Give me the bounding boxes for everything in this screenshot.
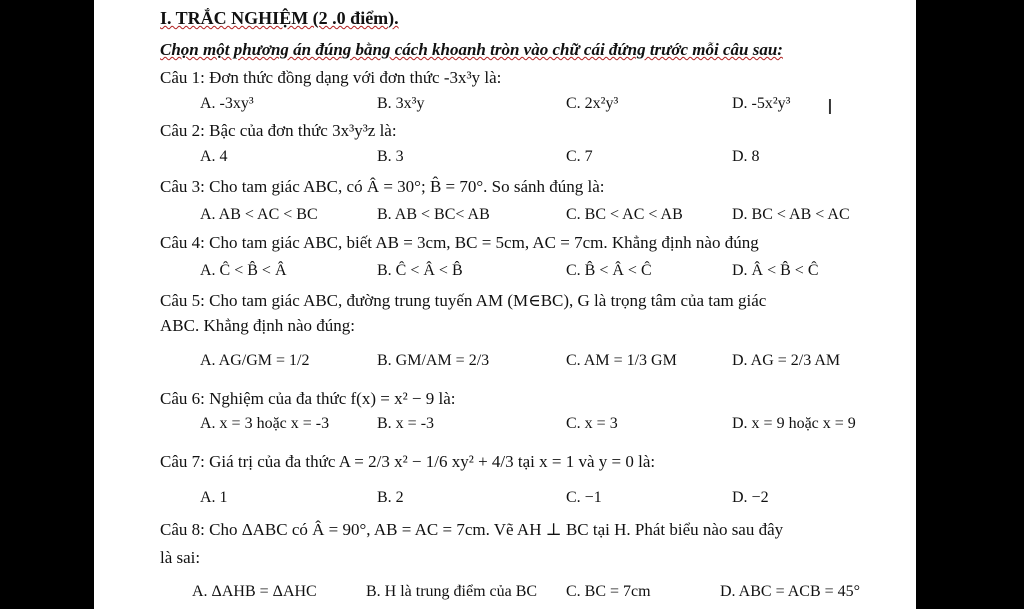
- question-4-option-a[interactable]: A. Ĉ < B̂ < Â: [200, 262, 287, 279]
- question-8-stem: Câu 8: Cho ΔABC có Â = 90°, AB = AC = 7cm. Vẽ AH ⊥ BC tại H. Phát biểu nào sau đây: [160, 520, 784, 539]
- question-6-stem: Câu 6: Nghiệm của đa thức f(x) = x² − 9 là:: [160, 389, 456, 408]
- question-5-option-a[interactable]: A. AG/GM = 1/2: [200, 352, 310, 369]
- question-8-option-b[interactable]: B. H là trung điểm của BC: [366, 583, 538, 600]
- question-2-option-a[interactable]: A. 4: [200, 148, 228, 165]
- question-7-option-d[interactable]: D. −2: [732, 489, 769, 506]
- question-5-stem: Câu 5: Cho tam giác ABC, đường trung tuyến AM (M∈BC), G là trọng tâm của tam giác: [160, 291, 767, 310]
- question-7-option-a[interactable]: A. 1: [200, 489, 228, 506]
- question-4-option-b[interactable]: B. Ĉ < Â < B̂: [377, 262, 463, 279]
- question-3-option-a[interactable]: A. AB < AC < BC: [200, 206, 318, 223]
- question-5-option-b[interactable]: B. GM/AM = 2/3: [377, 352, 490, 369]
- question-3-stem: Câu 3: Cho tam giác ABC, có Â = 30°; B̂ = 70°. So sánh đúng là:: [160, 177, 605, 196]
- question-3-option-b[interactable]: B. AB < BC< AB: [377, 206, 490, 223]
- question-8-option-a[interactable]: A. ΔAHB = ΔAHC: [192, 583, 317, 600]
- question-7-stem: Câu 7: Giá trị của đa thức A = 2/3 x² − 1/6 xy² + 4/3 tại x = 1 và y = 0 là:: [160, 452, 656, 471]
- question-2-stem: Câu 2: Bậc của đơn thức 3x³y³z là:: [160, 121, 397, 140]
- question-1-option-c[interactable]: C. 2x²y³: [566, 95, 619, 112]
- question-1-option-b[interactable]: B. 3x³y: [377, 95, 425, 112]
- question-4-option-c[interactable]: C. B̂ < Â < Ĉ: [566, 262, 652, 279]
- question-5-option-c[interactable]: C. AM = 1/3 GM: [566, 352, 677, 369]
- question-6-option-a[interactable]: A. x = 3 hoặc x = -3: [200, 415, 330, 432]
- question-6-option-d[interactable]: D. x = 9 hoặc x = 9: [732, 415, 856, 432]
- instruction: Chọn một phương án đúng bằng cách khoanh tròn vào chữ cái đứng trước mỗi câu sau:: [160, 40, 783, 59]
- question-6-option-b[interactable]: B. x = -3: [377, 415, 435, 432]
- question-2-option-d[interactable]: D. 8: [732, 148, 760, 165]
- document-page: [94, 0, 916, 609]
- text-cursor-icon: I: [827, 95, 833, 119]
- question-4-stem: Câu 4: Cho tam giác ABC, biết AB = 3cm, BC = 5cm, AC = 7cm. Khẳng định nào đúng: [160, 233, 759, 252]
- question-5-option-d[interactable]: D. AG = 2/3 AM: [732, 352, 841, 369]
- question-8-option-d[interactable]: D. ABC = ACB = 45°: [720, 583, 861, 600]
- question-2-option-b[interactable]: B. 3: [377, 148, 404, 165]
- question-4-option-d[interactable]: D. Â < B̂ < Ĉ: [732, 262, 819, 279]
- question-1-option-d[interactable]: D. -5x²y³: [732, 95, 791, 112]
- question-2-option-c[interactable]: C. 7: [566, 148, 593, 165]
- question-7-option-c[interactable]: C. −1: [566, 489, 602, 506]
- question-3-option-d[interactable]: D. BC < AB < AC: [732, 206, 850, 223]
- question-8-stem-continued: là sai:: [160, 548, 201, 567]
- question-6-option-c[interactable]: C. x = 3: [566, 415, 618, 432]
- question-7-option-b[interactable]: B. 2: [377, 489, 404, 506]
- question-1-option-a[interactable]: A. -3xy³: [200, 95, 254, 112]
- question-5-stem-continued: ABC. Khẳng định nào đúng:: [160, 316, 356, 335]
- question-1-stem: Câu 1: Đơn thức đồng dạng với đơn thức -3x³y là:: [160, 68, 502, 87]
- question-3-option-c[interactable]: C. BC < AC < AB: [566, 206, 683, 223]
- question-8-option-c[interactable]: C. BC = 7cm: [566, 583, 651, 600]
- section-heading: I. TRẮC NGHIỆM (2 .0 điểm).: [160, 8, 399, 28]
